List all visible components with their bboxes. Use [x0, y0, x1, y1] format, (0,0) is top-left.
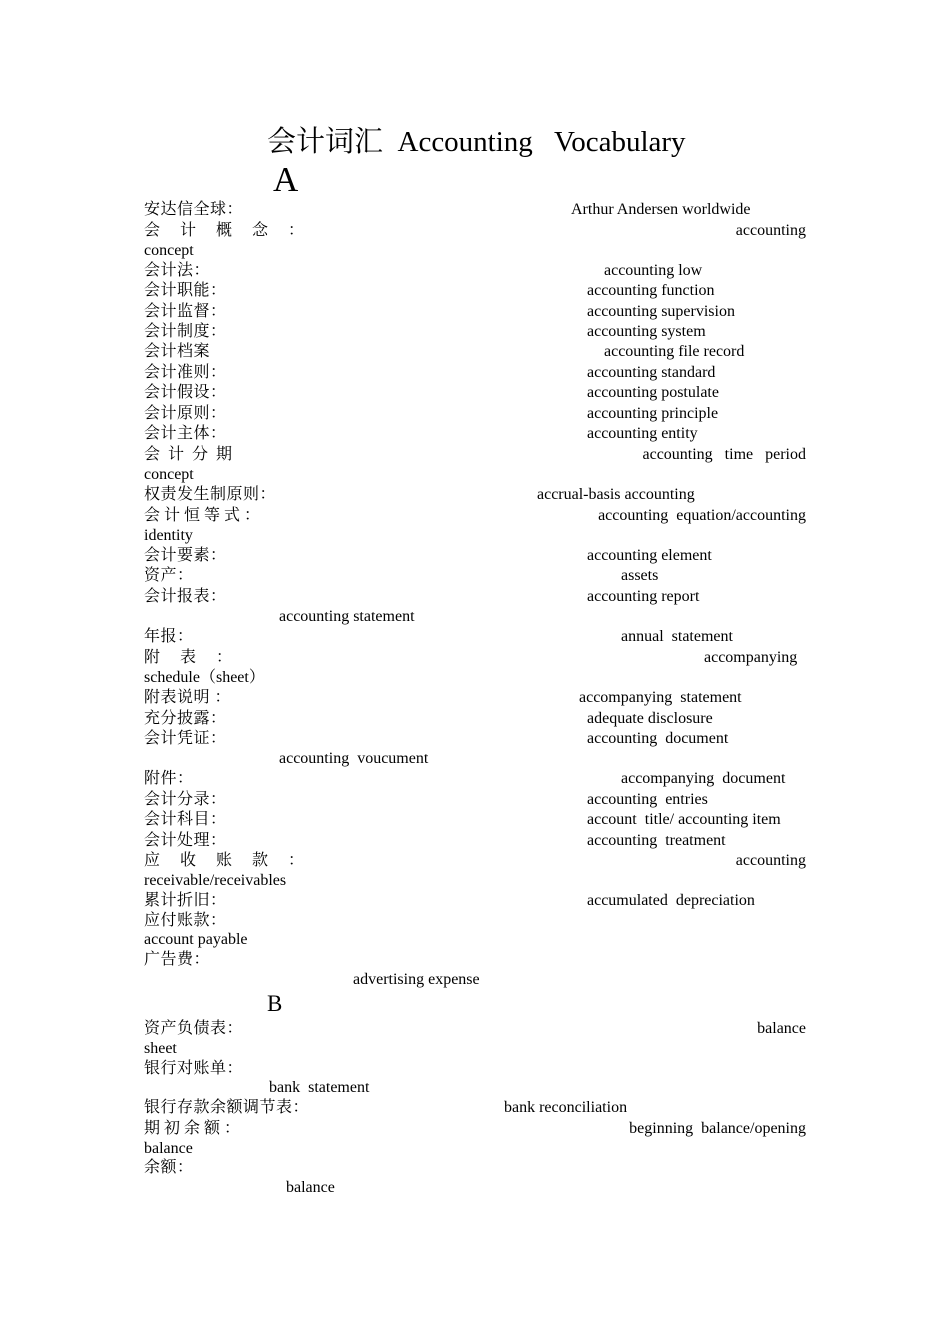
term-en: accounting system — [587, 323, 706, 340]
term-en: account title/ accounting item — [587, 811, 781, 828]
term-en: accounting equation/accounting — [598, 507, 806, 524]
term-en-continuation: sheet — [144, 1040, 177, 1057]
term-en: accounting principle — [587, 405, 719, 422]
term-en-continuation: accounting statement — [279, 608, 415, 625]
term-en: Arthur Andersen worldwide — [571, 201, 751, 218]
term-en-continuation: bank statement — [269, 1079, 370, 1096]
term-zh: 累计折旧： — [144, 892, 227, 909]
term-zh: 会计假设： — [144, 384, 227, 401]
term-en: accounting document — [587, 730, 729, 747]
term-en-continuation: account payable — [144, 931, 248, 948]
term-zh: 权责发生制原则： — [144, 486, 277, 503]
term-en: accompanying statement — [579, 689, 742, 706]
term-zh: 年报： — [144, 628, 194, 645]
term-en: accrual-basis accounting — [537, 486, 695, 503]
term-en: accounting element — [587, 547, 712, 564]
term-en: accounting — [735, 222, 806, 239]
term-zh: 资产负债表： — [144, 1020, 244, 1037]
term-en-continuation: accounting voucument — [279, 750, 429, 767]
term-en: accounting entries — [587, 791, 708, 808]
term-en: accounting standard — [587, 364, 716, 381]
term-en-continuation: receivable/receivables — [144, 872, 287, 889]
term-zh: 应收账款： — [144, 852, 325, 869]
term-zh: 广告费： — [144, 951, 211, 968]
term-zh: 会计监督： — [144, 303, 227, 320]
term-en: accounting function — [587, 282, 715, 299]
term-en-continuation: concept — [144, 242, 194, 259]
term-zh: 充分披露： — [144, 710, 227, 727]
term-zh: 会计处理： — [144, 832, 227, 849]
term-en-continuation: balance — [144, 1140, 193, 1157]
term-zh: 余额： — [144, 1159, 194, 1176]
term-en: accounting entity — [587, 425, 698, 442]
term-zh: 会计科目： — [144, 811, 227, 828]
term-en: balance — [757, 1020, 806, 1037]
term-zh: 安达信全球： — [144, 201, 244, 218]
term-zh: 应付账款： — [144, 912, 227, 929]
term-en: annual statement — [621, 628, 733, 645]
term-en-continuation: concept — [144, 466, 194, 483]
section-letter-a: A — [273, 160, 299, 199]
term-zh: 资产： — [144, 567, 194, 584]
term-en: accompanying document — [621, 770, 786, 787]
term-zh: 会计职能： — [144, 282, 227, 299]
term-en: accounting report — [587, 588, 700, 605]
term-zh: 会计分期 — [144, 446, 241, 463]
term-zh: 会计凭证： — [144, 730, 227, 747]
term-zh: 会计制度： — [144, 323, 227, 340]
term-zh: 会计概念： — [144, 222, 325, 239]
term-zh: 会计档案 — [144, 343, 211, 360]
term-zh: 会计法： — [144, 262, 211, 279]
term-en: beginning balance/opening — [629, 1120, 806, 1137]
term-en: accounting file record — [604, 343, 745, 360]
term-zh: 期初余额： — [144, 1120, 245, 1137]
term-zh: 会计分录： — [144, 791, 227, 808]
section-letter-b: B — [267, 991, 283, 1016]
term-en: assets — [621, 567, 659, 584]
term-zh: 附件： — [144, 770, 194, 787]
term-en: adequate disclosure — [587, 710, 713, 727]
term-en-continuation: advertising expense — [353, 971, 480, 988]
term-zh: 银行对账单： — [144, 1060, 244, 1077]
term-en-continuation: identity — [144, 527, 193, 544]
term-en: accompanying — [704, 649, 798, 666]
term-en: accounting time period — [642, 446, 806, 463]
term-en: accounting — [735, 852, 806, 869]
term-en: accounting postulate — [587, 384, 719, 401]
term-zh: 会计原则： — [144, 405, 227, 422]
term-en-continuation: schedule（sheet） — [144, 669, 265, 686]
term-en-continuation: balance — [286, 1179, 335, 1196]
term-zh: 附表： — [144, 649, 253, 666]
term-zh: 会计要素： — [144, 547, 227, 564]
page-title: 会计词汇 Accounting Vocabulary — [267, 126, 686, 158]
term-zh: 会计恒等式： — [144, 507, 265, 524]
term-en: accounting low — [604, 262, 703, 279]
term-en: accumulated depreciation — [587, 892, 755, 909]
term-en: bank reconciliation — [504, 1099, 628, 1116]
term-zh: 会计主体： — [144, 425, 227, 442]
term-zh: 附表说明 ： — [144, 689, 232, 706]
term-en: accounting supervision — [587, 303, 735, 320]
term-zh: 会计报表： — [144, 588, 227, 605]
term-zh: 银行存款余额调节表： — [144, 1099, 310, 1116]
term-zh: 会计准则： — [144, 364, 227, 381]
term-en: accounting treatment — [587, 832, 726, 849]
